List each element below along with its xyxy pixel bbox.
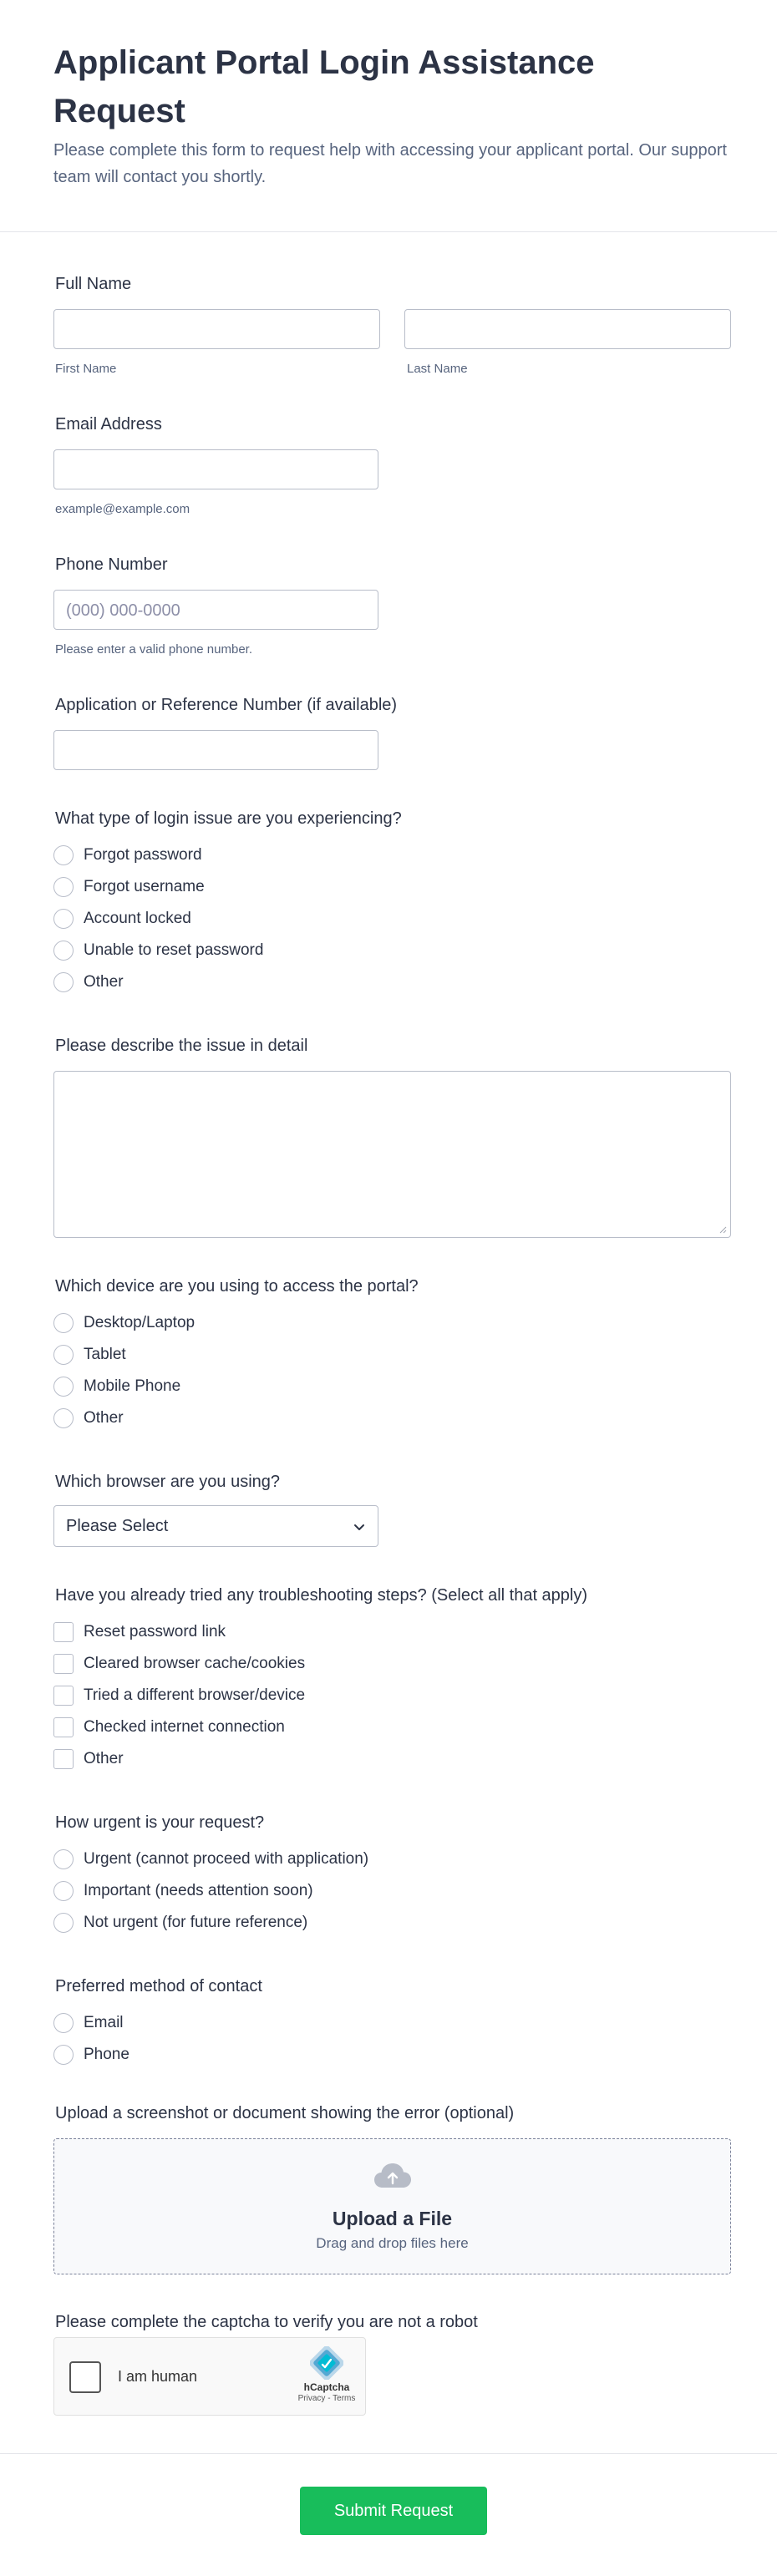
phone-sublabel: Please enter a valid phone number. bbox=[55, 642, 252, 657]
hcaptcha-logo-icon bbox=[310, 2346, 343, 2380]
reference-input[interactable] bbox=[53, 730, 378, 770]
troubleshooting-label: Have you already tried any troubleshooting steps? (Select all that apply) bbox=[55, 1586, 588, 1605]
phone-label: Phone Number bbox=[55, 555, 168, 574]
radio-button[interactable] bbox=[53, 2045, 74, 2065]
option-label: Email bbox=[84, 2014, 124, 2031]
reference-label: Application or Reference Number (if available) bbox=[55, 696, 398, 714]
option-label: Mobile Phone bbox=[84, 1377, 181, 1395]
option-label: Forgot password bbox=[84, 846, 202, 864]
checkbox[interactable] bbox=[53, 1622, 74, 1642]
hcaptcha-widget[interactable] bbox=[53, 2337, 366, 2416]
radio-button[interactable] bbox=[53, 909, 74, 929]
checkbox[interactable] bbox=[53, 1654, 74, 1674]
radio-button[interactable] bbox=[53, 972, 74, 992]
checkbox[interactable] bbox=[53, 1749, 74, 1769]
page-subtitle: Please complete this form to request help with accessing your applicant portal. Our support team will contact you shortly. bbox=[53, 141, 727, 186]
option-label: Desktop/Laptop bbox=[84, 1314, 196, 1331]
submit-button[interactable]: Submit Request bbox=[300, 2487, 487, 2535]
radio-button[interactable] bbox=[53, 1345, 74, 1365]
radio-button[interactable] bbox=[53, 1377, 74, 1397]
cloud-upload-icon bbox=[373, 2161, 413, 2191]
radio-button[interactable] bbox=[53, 1849, 74, 1869]
option-label: Checked internet connection bbox=[84, 1718, 285, 1736]
device-label: Which device are you using to access the portal? bbox=[55, 1277, 419, 1296]
radio-button[interactable] bbox=[53, 2013, 74, 2033]
captcha-label bbox=[55, 2310, 478, 2334]
phone-placeholder: (000) 000-0000 bbox=[66, 601, 180, 620]
option-label: Other bbox=[84, 1409, 124, 1427]
urgency-label: How urgent is your request? bbox=[55, 1813, 265, 1832]
issue-type-label: What type of login issue are you experiencing? bbox=[55, 809, 402, 828]
hcaptcha-links[interactable]: Privacy - Terms bbox=[297, 2394, 356, 2403]
email-input[interactable] bbox=[53, 449, 378, 489]
email-sublabel: example@example.com bbox=[55, 502, 190, 516]
upload-label: Upload a screenshot or document showing the error (optional) bbox=[55, 2104, 515, 2122]
browser-select-value: Please Select bbox=[66, 1517, 169, 1535]
option-label: Tablet bbox=[84, 1346, 126, 1363]
radio-button[interactable] bbox=[53, 1881, 74, 1901]
radio-button[interactable] bbox=[53, 941, 74, 961]
last-name-sublabel: Last Name bbox=[407, 362, 468, 376]
full-name-label: Full Name bbox=[55, 275, 132, 293]
radio-button[interactable] bbox=[53, 1408, 74, 1428]
resize-handle-icon[interactable] bbox=[719, 1225, 727, 1234]
radio-button[interactable] bbox=[53, 877, 74, 897]
description-label: Please describe the issue in detail bbox=[55, 1037, 308, 1055]
radio-button[interactable] bbox=[53, 1313, 74, 1333]
first-name-input[interactable] bbox=[53, 309, 380, 349]
form-header bbox=[0, 0, 777, 232]
option-label: Unable to reset password bbox=[84, 941, 264, 959]
option-label: Phone bbox=[84, 2046, 130, 2063]
captcha-checkbox[interactable] bbox=[69, 2361, 101, 2393]
footer-divider bbox=[0, 2453, 777, 2454]
contact-label: Preferred method of contact bbox=[55, 1977, 262, 1995]
phone-input[interactable] bbox=[53, 590, 378, 630]
description-textarea[interactable] bbox=[53, 1071, 731, 1238]
hcaptcha-brand: hCaptcha bbox=[303, 2381, 350, 2393]
checkbox[interactable] bbox=[53, 1717, 74, 1737]
page-title: Applicant Portal Login Assistance Request bbox=[53, 44, 595, 129]
browser-select[interactable] bbox=[53, 1505, 378, 1547]
file-upload-dropzone[interactable] bbox=[53, 2138, 731, 2274]
option-label: Account locked bbox=[84, 910, 191, 927]
browser-label: Which browser are you using? bbox=[55, 1473, 281, 1491]
option-label: Reset password link bbox=[84, 1623, 226, 1640]
option-label: Urgent (cannot proceed with application) bbox=[84, 1850, 369, 1868]
radio-button[interactable] bbox=[53, 845, 74, 865]
upload-title: Upload a File bbox=[332, 2208, 453, 2229]
chevron-down-icon bbox=[353, 1520, 366, 1534]
email-label: Email Address bbox=[55, 415, 162, 434]
option-label: Tried a different browser/device bbox=[84, 1686, 306, 1704]
option-label: Not urgent (for future reference) bbox=[84, 1914, 308, 1931]
option-label: Other bbox=[84, 1750, 124, 1767]
upload-subtitle: Drag and drop files here bbox=[316, 2235, 469, 2251]
radio-button[interactable] bbox=[53, 1913, 74, 1933]
checkbox[interactable] bbox=[53, 1686, 74, 1706]
captcha-label-text: Please complete the captcha to verify you are not a robot bbox=[55, 2313, 478, 2331]
option-label: Other bbox=[84, 973, 124, 991]
option-label: Important (needs attention soon) bbox=[84, 1882, 313, 1899]
first-name-sublabel: First Name bbox=[55, 362, 117, 376]
last-name-input[interactable] bbox=[404, 309, 731, 349]
captcha-checkbox-label: I am human bbox=[118, 2368, 198, 2385]
option-label: Forgot username bbox=[84, 878, 205, 895]
option-label: Cleared browser cache/cookies bbox=[84, 1655, 306, 1672]
